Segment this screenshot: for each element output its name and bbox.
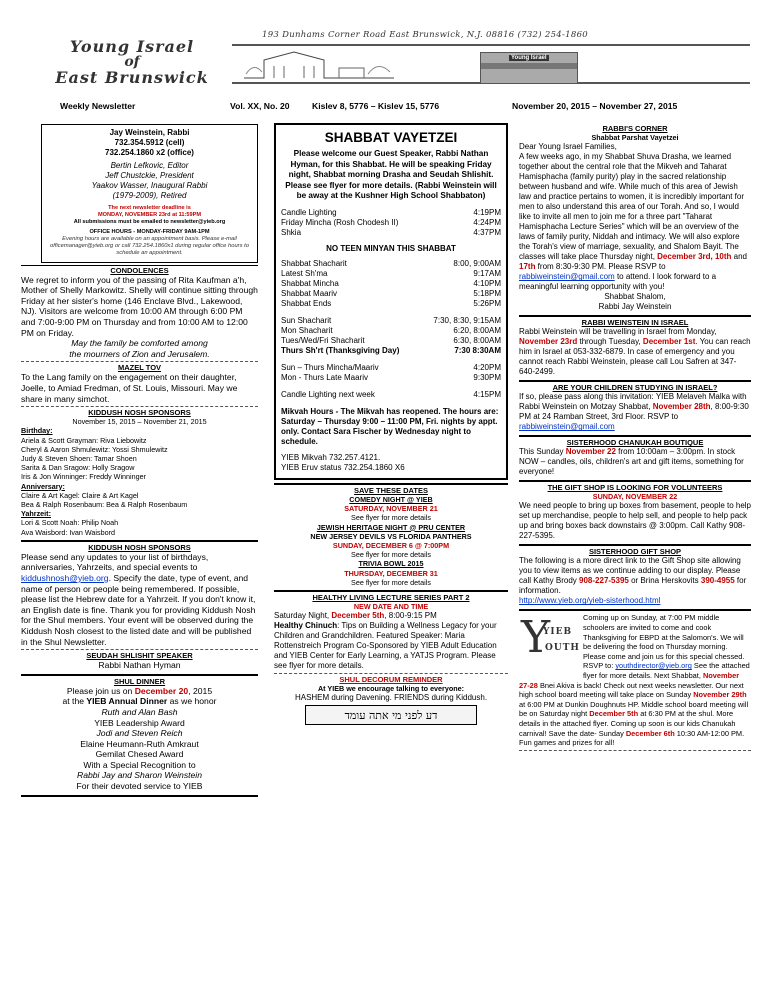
time-value: 6:30, 8:00AM bbox=[453, 335, 501, 345]
gift-volunteers-body: We need people to bring up boxes from basement, people to help set up merchandise, people to help sell, and people to help pack up and bring boxes back downstairs @ 3:00pm. Call Kathy 908-227-5395. bbox=[519, 501, 752, 541]
heritage-night: JEWISH HERITAGE NIGHT @ PRU CENTER bbox=[316, 522, 466, 532]
dinner-event: YIEB Annual Dinner bbox=[86, 696, 168, 707]
list-item: Lori & Scott Noah: Philip Noah bbox=[21, 518, 119, 528]
gift-phone: 908-227-5395 bbox=[579, 576, 629, 586]
time-value: 4:15PM bbox=[473, 389, 501, 399]
dinner-text: as we honor bbox=[169, 696, 217, 707]
decorum-head: SHUL DECORUM REMINDER bbox=[339, 675, 443, 685]
yieb-mikvah: YIEB Mikvah 732.257.4121. bbox=[281, 452, 381, 462]
israel-text: through Tuesday, bbox=[577, 337, 643, 347]
recognition: With a Special Recognition to bbox=[83, 759, 196, 770]
divider bbox=[274, 483, 508, 485]
israel-date: November 23rd bbox=[519, 337, 578, 347]
gift-shop-body bbox=[519, 556, 751, 596]
dinner-year: , 2015 bbox=[188, 685, 213, 696]
time-row bbox=[281, 269, 501, 279]
kiddush2-head: KIDDUSH NOSH SPONSORS bbox=[88, 542, 191, 552]
divider bbox=[519, 315, 751, 317]
time-row bbox=[281, 289, 501, 299]
divider bbox=[274, 673, 508, 674]
time-value: 9:17AM bbox=[473, 268, 501, 278]
youth-text: 10:30 AM-12:00 PM. Fun games and prizes for all! bbox=[519, 728, 745, 748]
time-row bbox=[281, 390, 501, 400]
mazel-tov-body: To the Lang family on the engagement on their daughter, Joelle, to Amiad Fredman, of St. Louis, Missouri. May we share in many simchot. bbox=[21, 372, 238, 404]
time-value: 4:37PM bbox=[473, 227, 501, 237]
youth-email-link[interactable]: youthdirector@yieb.org bbox=[615, 661, 692, 671]
time-row bbox=[281, 218, 501, 228]
divider bbox=[519, 435, 751, 437]
dinner-date: December 20 bbox=[134, 685, 189, 696]
deadline-2: MONDAY, NOVEMBER 23rd at 11:59PM bbox=[98, 212, 201, 218]
rc-dates: December 3rd, 10th bbox=[657, 252, 732, 262]
rc-text: to attend. I look forward to a meaningful learning opportunity with you! bbox=[519, 272, 717, 292]
dinner-line-1 bbox=[21, 686, 258, 697]
honoree: Rabbi Jay and Sharon Weinstein bbox=[76, 770, 202, 781]
retired: (1979-2009), Retired bbox=[112, 191, 187, 200]
healthy-text: : Tips on Building a Wellness Legacy for your Children and Grandchildren. Featured Speaker: Maria Rottenstreich Program Co-Sponsored by YIEB Adult Education and YIEB Center for Early Learning, a YATJS Program. Please see flyer for more details. bbox=[274, 621, 497, 671]
kiddush-email-link[interactable]: kiddushnosh@yieb.org bbox=[21, 572, 109, 583]
rabbis-corner-head: RABBI'S CORNER bbox=[602, 124, 668, 133]
guest-speaker: Please welcome our Guest Speaker, Rabbi Nathan Hyman, for this Shabbat. He will be speaking Friday night, Shabbat morning Drasha and Seudah Shlishit. Please see flyer for more details. (Rabbi Weinstein will be away at the Kushner High School Shabbaton) bbox=[285, 149, 497, 201]
boutique-date: November 22 bbox=[565, 447, 616, 457]
children-text: If so, please pass along this invitation: YIEB Melaveh Malka with Rabbi Weinstein on Motzay Shabbat, bbox=[519, 392, 747, 412]
healthy-date: December 5th bbox=[331, 611, 385, 621]
time-label: Shabbat Mincha bbox=[281, 278, 339, 288]
hebrew-dates: Kislev 8, 5776 – Kislev 15, 5776 bbox=[312, 101, 440, 111]
title-line-1: Young Israel bbox=[69, 37, 195, 56]
gift-volunteers-date: SUNDAY, NOVEMBER 22 bbox=[592, 492, 678, 502]
title-line-2: of bbox=[124, 54, 140, 70]
time-label: Friday Mincha (Rosh Chodesh II) bbox=[281, 217, 399, 227]
times-weekday bbox=[281, 316, 501, 356]
dinner-text: Please join us on bbox=[66, 685, 133, 696]
trivia-bowl: TRIVIA BOWL 2015 bbox=[358, 559, 424, 569]
divider bbox=[519, 480, 751, 482]
time-label: Sun Shacharit bbox=[281, 315, 332, 325]
healthy-text: , 8:00-9:15 PM bbox=[384, 611, 437, 621]
time-row bbox=[281, 279, 501, 289]
building-photo bbox=[480, 52, 578, 84]
time-row bbox=[281, 363, 501, 373]
rabbi-name: Jay Weinstein, Rabbi bbox=[109, 128, 190, 137]
boutique-body bbox=[519, 447, 751, 477]
english-dates: November 20, 2015 – November 27, 2015 bbox=[512, 101, 678, 111]
editor: Bertin Lefkovic, Editor bbox=[110, 161, 189, 170]
gift-shop-head: SISTERHOOD GIFT SHOP bbox=[588, 547, 682, 557]
healthy-living-sub: NEW DATE AND TIME bbox=[353, 602, 429, 611]
rabbis-corner-body bbox=[519, 152, 751, 292]
staff-box bbox=[41, 124, 258, 263]
logo-outh: OUTH bbox=[545, 643, 580, 654]
anniversary-label: Anniversary: bbox=[21, 481, 65, 491]
masthead bbox=[22, 30, 752, 100]
list-item: Sarita & Dan Sragow: Holly Sragow bbox=[21, 463, 135, 473]
gift-text: or Brina Herskovits bbox=[628, 576, 701, 586]
decorum-line-2: HASHEM during Davening. FRIENDS during Kiddush. bbox=[294, 693, 488, 703]
time-label: Shabbat Maariv bbox=[281, 288, 338, 298]
time-row bbox=[281, 316, 501, 326]
healthy-text: Saturday Night, bbox=[274, 611, 332, 621]
award: Gemilat Chesed Award bbox=[95, 749, 184, 760]
divider bbox=[519, 609, 751, 611]
yieb-eruv: YIEB Eruv status 732.254.1860 X6 bbox=[281, 462, 405, 472]
youth-date: December 5th bbox=[589, 709, 639, 719]
time-label: Latest Sh'ma bbox=[281, 268, 328, 278]
rc-text: and bbox=[731, 252, 747, 262]
time-row bbox=[281, 228, 501, 238]
time-row bbox=[281, 373, 501, 383]
kiddush2-body bbox=[21, 552, 258, 647]
time-label: Mon - Thurs Late Maariv bbox=[281, 372, 368, 382]
divider bbox=[274, 590, 508, 592]
decorum-line-1: At YIEB we encourage talking to everyone: bbox=[317, 684, 465, 694]
rabbis-corner-sub: Shabbat Parshat Vayetzei bbox=[591, 133, 679, 142]
see-flyer: See flyer for more details bbox=[351, 513, 431, 523]
condolences-body: We regret to inform you of the passing of Rita Kaufman a'h, Mother of Shelly Markowitz. Shelly will continue sitting through Friday at her sister's home (146 Enclave Blvd., Lakewood, NJ). Visitors are welcome from 10:00 AM through 6:00 PM and 7:00-9:00 PM on Thursday and from 10:00 AM to 12:00 PM on Friday. bbox=[21, 274, 258, 338]
gift-text: The following is a more direct link to the Gift Shop site allowing you to view items as we continue adding to our display. Please call Kathy Brody bbox=[519, 556, 741, 586]
photo-roof bbox=[481, 63, 577, 69]
birthday-list bbox=[21, 436, 258, 482]
youth-text: Coming up on Sunday, at 7:00 PM middle schoolers are invited to come and cook Thanksgiving for EBPD at the Salomon's. We will be delivering the food on Thursday morning. Please come and join us for this special chessed. RSVP to: bbox=[583, 613, 745, 671]
mikvah-hours: Mikvah Hours - The Mikvah has reopened. The hours are: Saturday – Thursday 9:00 – 11:00 PM, Fri. nights by appt. only. Contact Sara Fischer by Wednesday night to schedule. bbox=[281, 406, 499, 446]
save-dates-head: SAVE THESE DATES bbox=[354, 485, 428, 495]
left-column bbox=[21, 124, 258, 797]
israel-text: . You can reach him in Israel at 053-332-6879. In case of emergency and you cannot reach Rabbi Weinstein, please call Lou Safren at 347-640-2499. bbox=[519, 337, 751, 377]
youth-date: November 29th bbox=[693, 690, 747, 700]
youth-text: See the attached flyer for more details. Next Shabbat, bbox=[583, 661, 750, 680]
children-email-link[interactable]: rabbiweinstein@gmail.com bbox=[519, 422, 615, 432]
children-date: November 28th bbox=[652, 402, 711, 412]
time-label: Mon Shacharit bbox=[281, 325, 333, 335]
youth-text: Bnei Akiva is back! Check out next weeks newsletter. Our next high school board meeting will take place on Sunday bbox=[519, 680, 744, 700]
time-label: Shabbat Ends bbox=[281, 298, 332, 308]
condolences-line-1: May the family be comforted among bbox=[71, 338, 208, 349]
rabbi-cell: 732.354.5912 (cell) bbox=[114, 138, 185, 147]
time-value: 7:30, 8:30, 9:15AM bbox=[433, 315, 501, 325]
see-flyer: See flyer for more details bbox=[351, 550, 431, 560]
gift-text: for information. bbox=[519, 576, 747, 596]
healthy-living-date bbox=[274, 611, 508, 621]
healthy-living-body bbox=[274, 621, 508, 671]
heritage-date: SUNDAY, DECEMBER 6 @ 7:00PM bbox=[332, 540, 450, 550]
yahrzeit-label: Yahrzeit: bbox=[21, 509, 51, 519]
kiddush-dates: November 15, 2015 – November 21, 2015 bbox=[72, 417, 207, 427]
list-item: Ariela & Scott Grayman: Riva Liebowitz bbox=[21, 435, 147, 445]
divider bbox=[21, 406, 258, 407]
hebrew-text: דע לפני מי אתה עומד bbox=[344, 709, 438, 723]
logo-y: Y bbox=[521, 612, 551, 664]
deadline-1: The next newsletter deadline is bbox=[108, 205, 191, 211]
israel-text: Rabbi Weinstein will be travelling in Israel from Monday, bbox=[519, 327, 717, 337]
kiddush2-text-2: . Specify the date, type of event, and name of person or people being remembered. If possible, please list the Hebrew date for a Yahrzeit. If you don't know it, an English date is fine. Thank you for providing Kiddush Nosh for the Shul members. Your event will be observed during the Kiddush Nosh closest to the listed date and will be published in the Shul Newsletter. bbox=[21, 572, 256, 647]
dinner-head: SHUL DINNER bbox=[113, 676, 166, 686]
boutique-head: SISTERHOOD CHANUKAH BOUTIQUE bbox=[566, 438, 704, 448]
divider bbox=[21, 540, 258, 542]
list-item: Cheryl & Aaron Shmulewitz: Yossi Shmulewitz bbox=[21, 444, 168, 454]
time-value: 4:10PM bbox=[473, 278, 501, 288]
kiddush2-text-1: Please send any updates to your list of birthdays, anniversaries, Yahrzeits, and special events to bbox=[21, 551, 209, 573]
boutique-text: from 10:00am – 3:00pm. In stock NOW – candles, oils, children's art and gift items, something for everyone! bbox=[519, 447, 744, 477]
time-row bbox=[281, 346, 501, 356]
time-label: Shabbat Shacharit bbox=[281, 258, 347, 268]
rabbi-email-link[interactable]: rabbiweinstein@gmail.com bbox=[519, 272, 615, 282]
time-label: Candle Lighting next week bbox=[281, 389, 375, 399]
divider bbox=[21, 795, 258, 797]
submissions: All submissions must be emailed to newsletter@yieb.org bbox=[73, 219, 226, 225]
time-value: 5:26PM bbox=[473, 298, 501, 308]
kiddush-head: KIDDUSH NOSH SPONSORS bbox=[88, 408, 191, 418]
condolences-line-2: the mourners of Zion and Jerusalem. bbox=[69, 348, 210, 359]
rc-text: from 8:30-9:30 PM. Please RSVP to bbox=[535, 262, 666, 272]
divider bbox=[21, 649, 258, 650]
time-value: 9:30PM bbox=[473, 372, 501, 382]
israel-date: December 1st bbox=[642, 337, 696, 347]
birthday-label: Birthday: bbox=[21, 426, 53, 436]
logo-yieb: YIEB bbox=[543, 627, 573, 638]
list-item: Bea & Ralph Rosenbaum: Bea & Ralph Rosenbaum bbox=[21, 499, 188, 509]
time-row bbox=[281, 336, 501, 346]
shabbat-title: SHABBAT VAYETZEI bbox=[324, 130, 458, 145]
honoree: Ruth and Alan Bash bbox=[101, 706, 178, 717]
title-line-3: East Brunswick bbox=[55, 68, 209, 87]
right-column bbox=[519, 124, 751, 751]
time-label: Candle Lighting bbox=[281, 207, 337, 217]
see-flyer: See flyer for more details bbox=[351, 577, 431, 587]
seudah-name: Rabbi Nathan Hyman bbox=[98, 660, 181, 671]
dinner-text: at the bbox=[62, 696, 85, 707]
gift-shop-link[interactable]: http://www.yieb.org/yieb-sisterhood.html bbox=[519, 596, 661, 606]
children-head: ARE YOUR CHILDREN STUDYING IN ISRAEL? bbox=[552, 383, 718, 393]
gift-phone: 390-4955 bbox=[700, 576, 735, 586]
office-note: Evening hours are available on an appointment basis. Please e-mail officemanager@yieb.org or call 732.254.1860x1 during regular office hours to schedule an appointment. bbox=[50, 236, 249, 257]
award: YIEB Leadership Award bbox=[94, 717, 185, 728]
boutique-text: This Sunday bbox=[519, 447, 566, 457]
rc-date-17: 17th bbox=[519, 262, 536, 272]
honoree: Jodi and Steven Reich bbox=[96, 728, 183, 739]
comedy-night: COMEDY NIGHT @ YIEB bbox=[349, 494, 433, 504]
time-label: Sun – Thurs Mincha/Maariv bbox=[281, 362, 379, 372]
list-item: Claire & Art Kagel: Claire & Art Kagel bbox=[21, 490, 139, 500]
rc-close-1: Shabbat Shalom, bbox=[604, 292, 666, 302]
president: Jeff Chustckie, President bbox=[105, 171, 194, 180]
list-item: Judy & Steven Shoen: Tamar Shoen bbox=[21, 453, 137, 463]
honoree: Elaine Heumann-Ruth Amkraut bbox=[80, 738, 199, 749]
hebrew-box bbox=[305, 705, 477, 725]
youth-text: at 6:00 PM at Dunkin Doughnuts HP. Middle school board meeting will be on Saturday night bbox=[519, 699, 749, 719]
youth-text: at 6:30 PM at the shul. More details in the attached flyer. Coming up soon is our kids Chanukah carnival! Save the date- Sunday bbox=[519, 709, 736, 738]
condolences-head: CONDOLENCES bbox=[110, 265, 169, 275]
trivia-date: THURSDAY, DECEMBER 31 bbox=[344, 568, 438, 578]
israel-body bbox=[519, 327, 751, 377]
divider bbox=[519, 750, 751, 751]
list-item: Ava Waisbord: Ivan Waisbord bbox=[21, 527, 116, 537]
gift-volunteers-head: THE GIFT SHOP IS LOOKING FOR VOLUNTEERS bbox=[547, 483, 723, 493]
rc-text: A few weeks ago, in my Shabbat Shuva Drasha, we learned together about the central role that the Mikveh and Taharat Hamisphacha (family purity) play in the sacred relationship between husband and wife. While much of this area of Jewish law and practice pertains to women, it is incredibly important for men to also understand this area of our Torah. And so, I would like to invite all men to join me for a three part "Taharat Hamisphacha Lecture Series" which will be an overview of the laws of family purity, Niddah and intimacy. We will also explore the Torah's view of marriage, sexuality, and Shalom Bayit. The classes will take place Thursday night, bbox=[519, 152, 744, 262]
time-label: Thurs Sh'rt (Thanksgiving Day) bbox=[281, 345, 400, 355]
heritage-game: NEW JERSEY DEVILS VS FLORIDA PANTHERS bbox=[310, 531, 472, 541]
comedy-date: SATURDAY, NOVEMBER 21 bbox=[344, 504, 438, 514]
time-value: 4:20PM bbox=[473, 362, 501, 372]
weekly-newsletter: Weekly Newsletter bbox=[60, 101, 136, 111]
times-shabbat bbox=[281, 259, 501, 309]
youth-date: November 27-28 bbox=[519, 670, 740, 690]
service: For their devoted service to YIEB bbox=[76, 781, 203, 792]
office-hours: OFFICE HOURS - MONDAY-FRIDAY 9AM-1PM bbox=[89, 229, 210, 235]
time-label: Shkia bbox=[281, 227, 302, 237]
time-value: 4:19PM bbox=[473, 207, 501, 217]
masthead-address: 193 Dunhams Corner Road East Brunswick, N.J. 08816 (732) 254-1860 bbox=[262, 30, 588, 40]
time-row bbox=[281, 208, 501, 218]
seudah-head: SEUDAH SHLISHIT SPEAKER bbox=[86, 651, 193, 661]
rabbi-office: 732.254.1860 x2 (office) bbox=[105, 148, 194, 157]
dinner-line-2 bbox=[21, 696, 258, 707]
time-value: 7:30 8:30AM bbox=[454, 345, 501, 355]
israel-head: RABBI WEINSTEIN IN ISRAEL bbox=[581, 318, 689, 328]
volume: Vol. XX, No. 20 bbox=[230, 101, 290, 111]
building-sketch bbox=[244, 48, 394, 82]
yieb-youth-logo bbox=[519, 613, 579, 673]
time-value: 8:00, 9:00AM bbox=[453, 258, 501, 268]
rabbis-corner-greeting: Dear Young Israel Families, bbox=[519, 142, 617, 152]
divider bbox=[519, 380, 751, 382]
time-value: 5:18PM bbox=[473, 288, 501, 298]
divider bbox=[21, 674, 258, 676]
mazel-tov-head: MAZEL TOV bbox=[117, 363, 162, 373]
photo-sign: Young Israel bbox=[511, 55, 547, 61]
children-text: , 8:00-9:30 PM at 24 Ramban Street, 3rd Floor. RSVP to bbox=[519, 402, 749, 422]
no-teen-minyan: NO TEEN MINYAN THIS SHABBAT bbox=[326, 243, 456, 253]
masthead-rule bbox=[232, 44, 750, 46]
healthy-living-head: HEALTHY LIVING LECTURE SERIES PART 2 bbox=[312, 593, 470, 602]
inaugural-rabbi: Yaakov Wasser, Inaugural Rabbi bbox=[91, 181, 208, 190]
time-row bbox=[281, 299, 501, 309]
middle-column bbox=[274, 123, 508, 725]
time-value: 4:24PM bbox=[473, 217, 501, 227]
masthead-title bbox=[32, 38, 232, 86]
shabbat-box bbox=[274, 123, 508, 480]
rc-close-2: Rabbi Jay Weinstein bbox=[598, 302, 672, 312]
time-label: Tues/Wed/Fri Shacharit bbox=[281, 335, 365, 345]
time-value: 6:20, 8:00AM bbox=[453, 325, 501, 335]
divider bbox=[21, 361, 258, 362]
time-row bbox=[281, 259, 501, 269]
list-item: Iris & Jon Winninger: Freddy Winninger bbox=[21, 472, 147, 482]
times-friday bbox=[281, 208, 501, 238]
times-mincha bbox=[281, 363, 501, 383]
time-row bbox=[281, 326, 501, 336]
gift-shop-link-row bbox=[519, 596, 751, 606]
youth-section bbox=[519, 613, 751, 747]
divider bbox=[519, 544, 751, 546]
youth-date: December 6th bbox=[625, 728, 675, 738]
children-body bbox=[519, 392, 751, 432]
healthy-title: Healthy Chinuch bbox=[274, 621, 338, 631]
